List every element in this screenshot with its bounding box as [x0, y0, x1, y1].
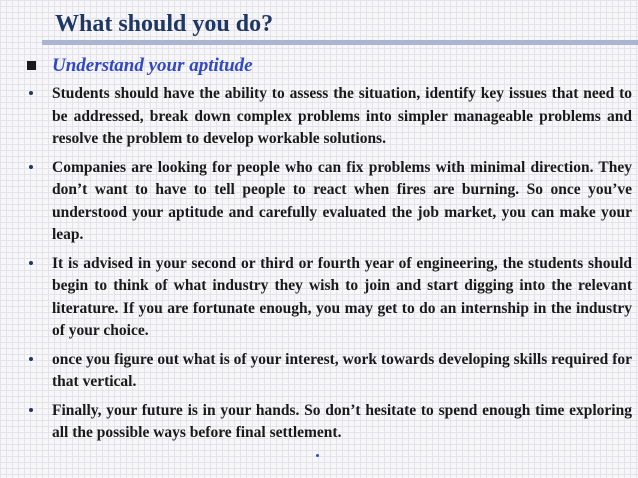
footer-dot-icon	[316, 454, 319, 457]
bullet-dot-icon	[29, 357, 33, 361]
bullet-list	[0, 83, 638, 451]
bullet-text: It is advised in your second or third or fourth year of engineering, the students should begin to think of what industry they wish to join and start digging into the relevant literature. If you are fortunate enough, you may get to do an internship in the industry of your choice.	[52, 254, 632, 339]
bullet-text: Students should have the ability to assess the situation, identify key issues that need to be addressed, break down complex problems into simpler manageable problems and resolve the problem to develop workable solutions.	[52, 85, 632, 147]
bullet-dot-icon	[29, 408, 33, 412]
slide-title: What should you do?	[55, 11, 274, 37]
bullet-text: Companies are looking for people who can fix problems with minimal direction. They don’t want to have to tell people to react when fires are burning. So once you’ve understood your aptitude and carefully evaluated the job market, you can make your leap.	[52, 158, 632, 243]
bullet-item	[0, 400, 638, 445]
bullet-item	[0, 157, 638, 247]
bullet-dot-icon	[29, 165, 33, 169]
bullet-dot-icon	[29, 91, 33, 95]
bullet-text: Finally, your future is in your hands. So don’t hesitate to spend enough time exploring all the possible ways before final settlement.	[52, 401, 632, 441]
title-underline-bar	[42, 40, 638, 45]
subheading-row	[0, 54, 638, 78]
bullet-item	[0, 349, 638, 394]
bullet-dot-icon	[29, 261, 33, 265]
bullet-item	[0, 253, 638, 343]
bullet-item	[0, 83, 638, 151]
bullet-text: once you figure out what is of your interest, work towards developing skills required for that vertical.	[52, 350, 632, 390]
square-bullet-icon	[27, 61, 36, 70]
subheading: Understand your aptitude	[52, 55, 253, 76]
